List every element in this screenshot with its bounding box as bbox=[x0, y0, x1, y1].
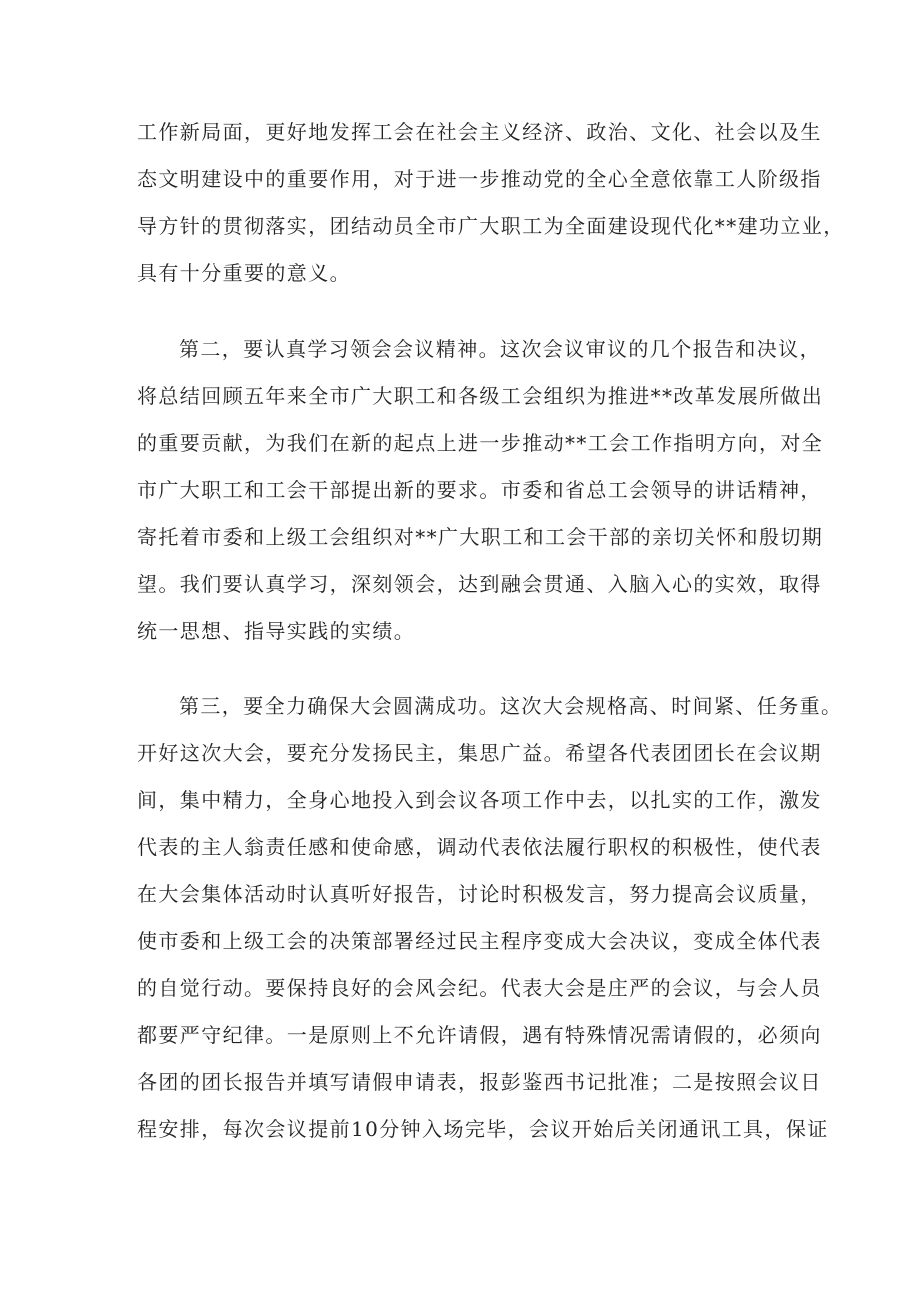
text-line: 态文明建设中的重要作用，对于进一步推动党的全心全意依靠工人阶级指 bbox=[137, 167, 822, 191]
text-line: 代表的主人翁责任感和使命感，调动代表依法履行职权的积极性，使代表 bbox=[137, 835, 822, 859]
text-line: 开好这次大会，要充分发扬民主，集思广益。希望各代表团团长在会议期 bbox=[137, 741, 822, 765]
text-line: 第三，要全力确保大会圆满成功。这次大会规格高、时间紧、任务重。 bbox=[179, 694, 843, 718]
text-line: 程安排，每次会议提前10分钟入场完毕，会议开始后关闭通讯工具，保证 bbox=[137, 1117, 829, 1141]
text-line: 间，集中精力，全身心地投入到会议各项工作中去，以扎实的工作，激发 bbox=[137, 788, 822, 812]
text-line: 望。我们要认真学习，深刻领会，达到融会贯通、入脑入心的实效，取得 bbox=[137, 572, 822, 596]
text-line: 使市委和上级工会的决策部署经过民主程序变成大会决议，变成全体代表 bbox=[137, 929, 822, 953]
text-line: 的重要贡献，为我们在新的起点上进一步推动**工会工作指明方向，对全 bbox=[137, 431, 824, 455]
text-line: 市广大职工和工会干部提出新的要求。市委和省总工会领导的讲话精神， bbox=[137, 478, 822, 502]
text-line: 将总结回顾五年来全市广大职工和各级工会组织为推进**改革发展所做出 bbox=[137, 384, 824, 408]
text-line: 导方针的贯彻落实，团结动员全市广大职工为全面建设现代化**建功立业， bbox=[137, 214, 845, 238]
text-line: 各团的团长报告并填写请假申请表，报彭鉴西书记批准；二是按照会议日 bbox=[137, 1070, 822, 1094]
text-line: 第二，要认真学习领会会议精神。这次会议审议的几个报告和决议， bbox=[179, 337, 821, 361]
text-line: 工作新局面，更好地发挥工会在社会主义经济、政治、文化、社会以及生 bbox=[137, 120, 822, 144]
text-line: 在大会集体活动时认真听好报告，讨论时积极发言，努力提高会议质量， bbox=[137, 882, 822, 906]
text-line: 的自觉行动。要保持良好的会风会纪。代表大会是庄严的会议，与会人员 bbox=[137, 976, 822, 1000]
text-line: 统一思想、指导实践的实绩。 bbox=[137, 619, 416, 643]
text-line: 寄托着市委和上级工会组织对**广大职工和工会干部的亲切关怀和殷切期 bbox=[137, 525, 824, 549]
text-line: 具有十分重要的意义。 bbox=[137, 261, 351, 285]
text-line: 都要严守纪律。一是原则上不允许请假，遇有特殊情况需请假的，必须向 bbox=[137, 1023, 822, 1047]
